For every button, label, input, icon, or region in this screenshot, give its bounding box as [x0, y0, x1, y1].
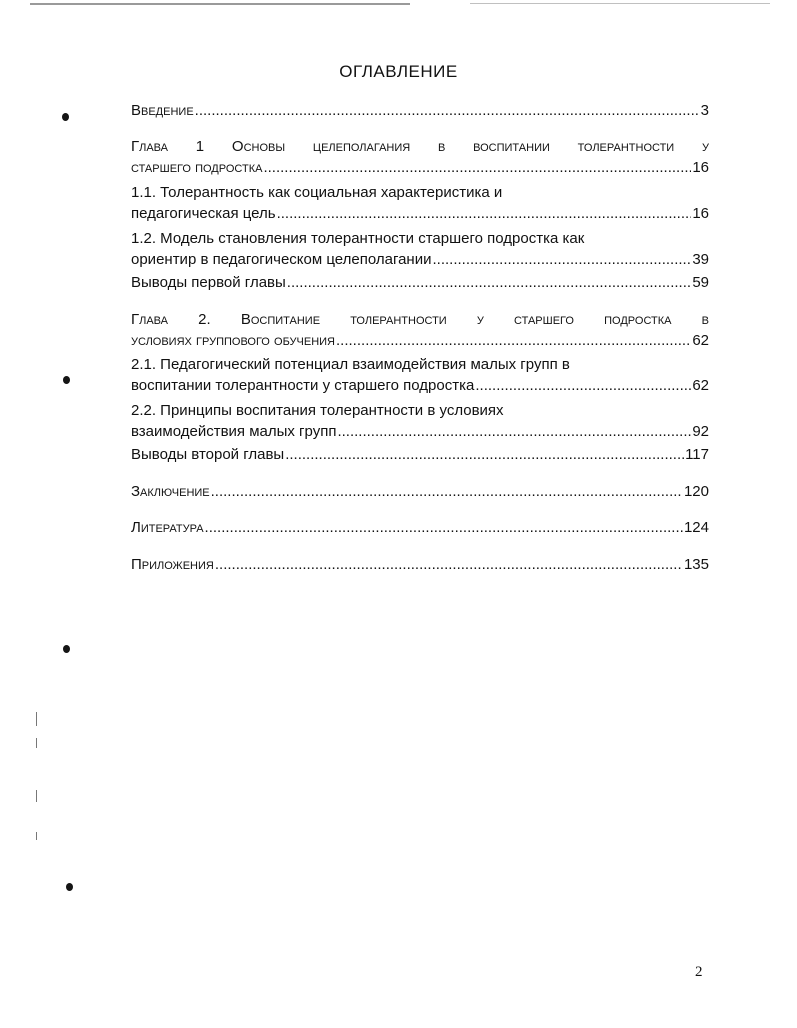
dot-leader — [263, 157, 691, 178]
dot-leader — [287, 272, 692, 293]
toc-entry-title: Введение — [131, 102, 194, 119]
toc-entry-title: условиях группового обучения — [131, 332, 336, 349]
toc-entry-title: старшего подростка — [131, 159, 263, 176]
toc-entry-conclusions-2[interactable] — [131, 444, 709, 465]
dot-leader — [215, 554, 683, 575]
dot-leader — [277, 203, 692, 224]
toc-page-number: 3 — [700, 102, 709, 119]
toc-entry-title: Заключение — [131, 483, 210, 500]
toc-entry-title: взаимодействия малых групп — [131, 423, 337, 440]
toc-entry-title: Литература — [131, 519, 204, 536]
dot-leader — [205, 517, 683, 538]
toc-entry-literature[interactable] — [131, 517, 709, 538]
toc-entry-title-line: 2.1. Педагогический потенциал взаимодействия малых групп в — [131, 356, 570, 373]
toc-entry-chapter-1[interactable] — [131, 136, 709, 178]
toc-entry-title-line: 2.2. Принципы воспитания толерантности в условиях — [131, 402, 504, 419]
toc-page-number: 117 — [685, 446, 709, 463]
toc-entry-section-1-2[interactable] — [131, 228, 709, 270]
toc-entry-appendices[interactable] — [131, 554, 709, 575]
dot-leader — [475, 375, 691, 396]
scan-edge-line — [470, 3, 770, 4]
dot-leader — [285, 444, 684, 465]
toc-page-number: 16 — [692, 159, 709, 176]
binder-hole-mark — [62, 113, 69, 121]
toc-entry-chapter-2[interactable] — [131, 309, 709, 351]
toc-page-number: 59 — [692, 274, 709, 291]
toc-page-number: 62 — [692, 377, 709, 394]
dot-leader — [432, 249, 691, 270]
binder-hole-mark — [66, 883, 73, 891]
toc-entry-conclusions-1[interactable] — [131, 272, 709, 293]
toc-page-number: 124 — [683, 519, 709, 536]
toc-page-number: 62 — [692, 332, 709, 349]
scan-speck — [36, 790, 37, 802]
toc-page-number: 16 — [692, 205, 709, 222]
toc-page-number: 120 — [683, 483, 709, 500]
toc-entry-title: Выводы первой главы — [131, 274, 286, 291]
dot-leader — [337, 421, 691, 442]
toc-page-number: 135 — [683, 556, 709, 573]
scan-speck — [36, 832, 37, 840]
dot-leader — [211, 481, 683, 502]
toc-entry-title-line: Глава 2. Воспитание толерантности у старшего подростка в — [131, 311, 709, 328]
toc-entry-title: ориентир в педагогическом целеполагании — [131, 251, 432, 268]
toc-entry-title: педагогическая цель — [131, 205, 276, 222]
dot-leader — [336, 330, 691, 351]
dot-leader — [195, 100, 700, 121]
toc-entry-introduction[interactable] — [131, 100, 709, 121]
toc-entry-section-2-1[interactable] — [131, 354, 709, 396]
page-number: 2 — [695, 964, 703, 980]
toc-page-number: 92 — [692, 423, 709, 440]
toc-entry-title-line: 1.1. Толерантность как социальная характеристика и — [131, 184, 503, 201]
scan-speck — [36, 712, 37, 726]
toc-page-number: 39 — [692, 251, 709, 268]
toc-entry-title: Приложения — [131, 556, 214, 573]
toc-entry-section-1-1[interactable] — [131, 182, 709, 224]
toc-entry-title: Выводы второй главы — [131, 446, 285, 463]
toc-entry-title: воспитании толерантности у старшего подростка — [131, 377, 475, 394]
toc-entry-section-2-2[interactable] — [131, 400, 709, 442]
toc-entry-title-line: Глава 1 Основы целеполагания в воспитании толерантности у — [131, 138, 709, 155]
toc-entry-title-line: 1.2. Модель становления толерантности старшего подростка как — [131, 230, 585, 247]
binder-hole-mark — [63, 645, 70, 653]
scan-edge-line — [30, 3, 410, 5]
binder-hole-mark — [63, 376, 70, 384]
page-title: ОГЛАВЛЕНИЕ — [339, 62, 458, 81]
scan-speck — [36, 738, 37, 748]
toc-entry-conclusion[interactable] — [131, 481, 709, 502]
